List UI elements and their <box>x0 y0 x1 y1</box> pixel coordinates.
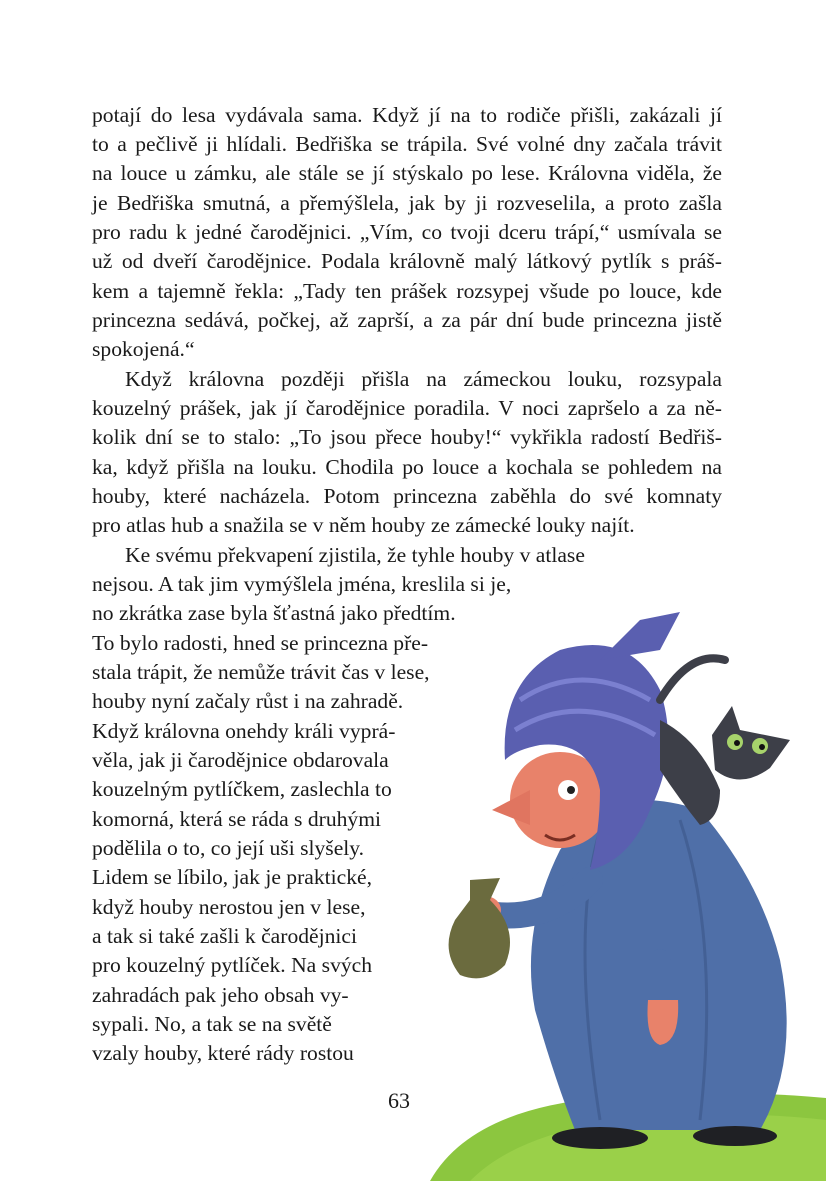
text-line: princezna sedává, počkej, až zaprší, a za pár dní bude princezna jistě <box>92 308 722 332</box>
text-line: když houby nerostou jen v lese, <box>92 895 366 919</box>
text-line: kolik dní se to stalo: „To jsou přece houby!“ vykřikla radostí Bedřiš- <box>92 425 722 449</box>
text-line: stala trápit, že nemůže trávit čas v lese, <box>92 660 430 684</box>
text-line: houby nyní začaly růst i na zahradě. <box>92 689 404 713</box>
text-line: potají do lesa vydávala sama. Když jí na to rodiče přišli, zakázali jí <box>92 103 722 127</box>
text-line: Když královna onehdy králi vyprá- <box>92 719 396 743</box>
text-line: věla, jak ji čarodějnice obdarovala <box>92 748 389 772</box>
text-line: pro atlas hub a snažila se v něm houby ze zámecké louky najít. <box>92 513 635 537</box>
cat-head <box>712 706 790 780</box>
text-line: pro kouzelný pytlíček. Na svých <box>92 953 373 977</box>
text-line: a tak si také zašli k čarodějnici <box>92 924 358 948</box>
text-line: na louce u zámku, ale stále se jí stýskalo po lese. Královna viděla, že <box>92 161 722 185</box>
text-line: no zkrátka zase byla šťastná jako předtím. <box>92 601 456 625</box>
text-line: zahradách pak jeho obsah vy- <box>92 983 349 1007</box>
text-line: Ke svému překvapení zjistila, že tyhle houby v atlase <box>125 543 585 567</box>
text-line: to a pečlivě ji hlídali. Bedřiška se trápila. Své volné dny začala trávit <box>92 132 722 156</box>
text-line: kouzelný prášek, jak jí čarodějnice poradila. V noci zapršelo a za ně- <box>92 396 722 420</box>
text-line: Lidem se líbilo, jak je praktické, <box>92 865 373 889</box>
cat-tail <box>660 658 725 700</box>
text-line: To bylo radosti, hned se princezna pře- <box>92 631 429 655</box>
text-line: nejsou. A tak jim vymýšlela jména, kreslila si je, <box>92 572 512 596</box>
text-line: kem a tajemně řekla: „Tady ten prášek rozsypej všude po louce, kde <box>92 279 722 303</box>
text-line: sypali. No, a tak se na světě <box>92 1012 332 1036</box>
text-line: komorná, která se ráda s druhými <box>92 807 382 831</box>
text-line: Když královna později přišla na zámeckou louku, rozsypala <box>125 367 722 391</box>
pouch <box>449 878 510 978</box>
text-line: podělila o to, co její uši slyšely. <box>92 836 365 860</box>
text-line: už od dveří čarodějnice. Podala královně malý látkový pytlík s práš- <box>92 249 722 273</box>
text-line: pro radu k jedné čarodějnici. „Vím, co tvoji dceru trápí,“ usmívala se <box>92 220 722 244</box>
text-line: vzaly houby, které rády rostou <box>92 1041 354 1065</box>
text-line: kouzelným pytlíčkem, zaslechla to <box>92 777 392 801</box>
page-number: 63 <box>388 1088 410 1113</box>
text-line: ka, když přišla na louku. Chodila po louce a kochala se pohledem na <box>92 455 722 479</box>
text-line: spokojená.“ <box>92 337 195 361</box>
text-line: je Bedřiška smutná, a přemýšlela, jak by ji rozveselila, a proto zašla <box>92 191 722 215</box>
text-line: houby, které nacházela. Potom princezna zaběhla do své komnaty <box>92 484 722 508</box>
